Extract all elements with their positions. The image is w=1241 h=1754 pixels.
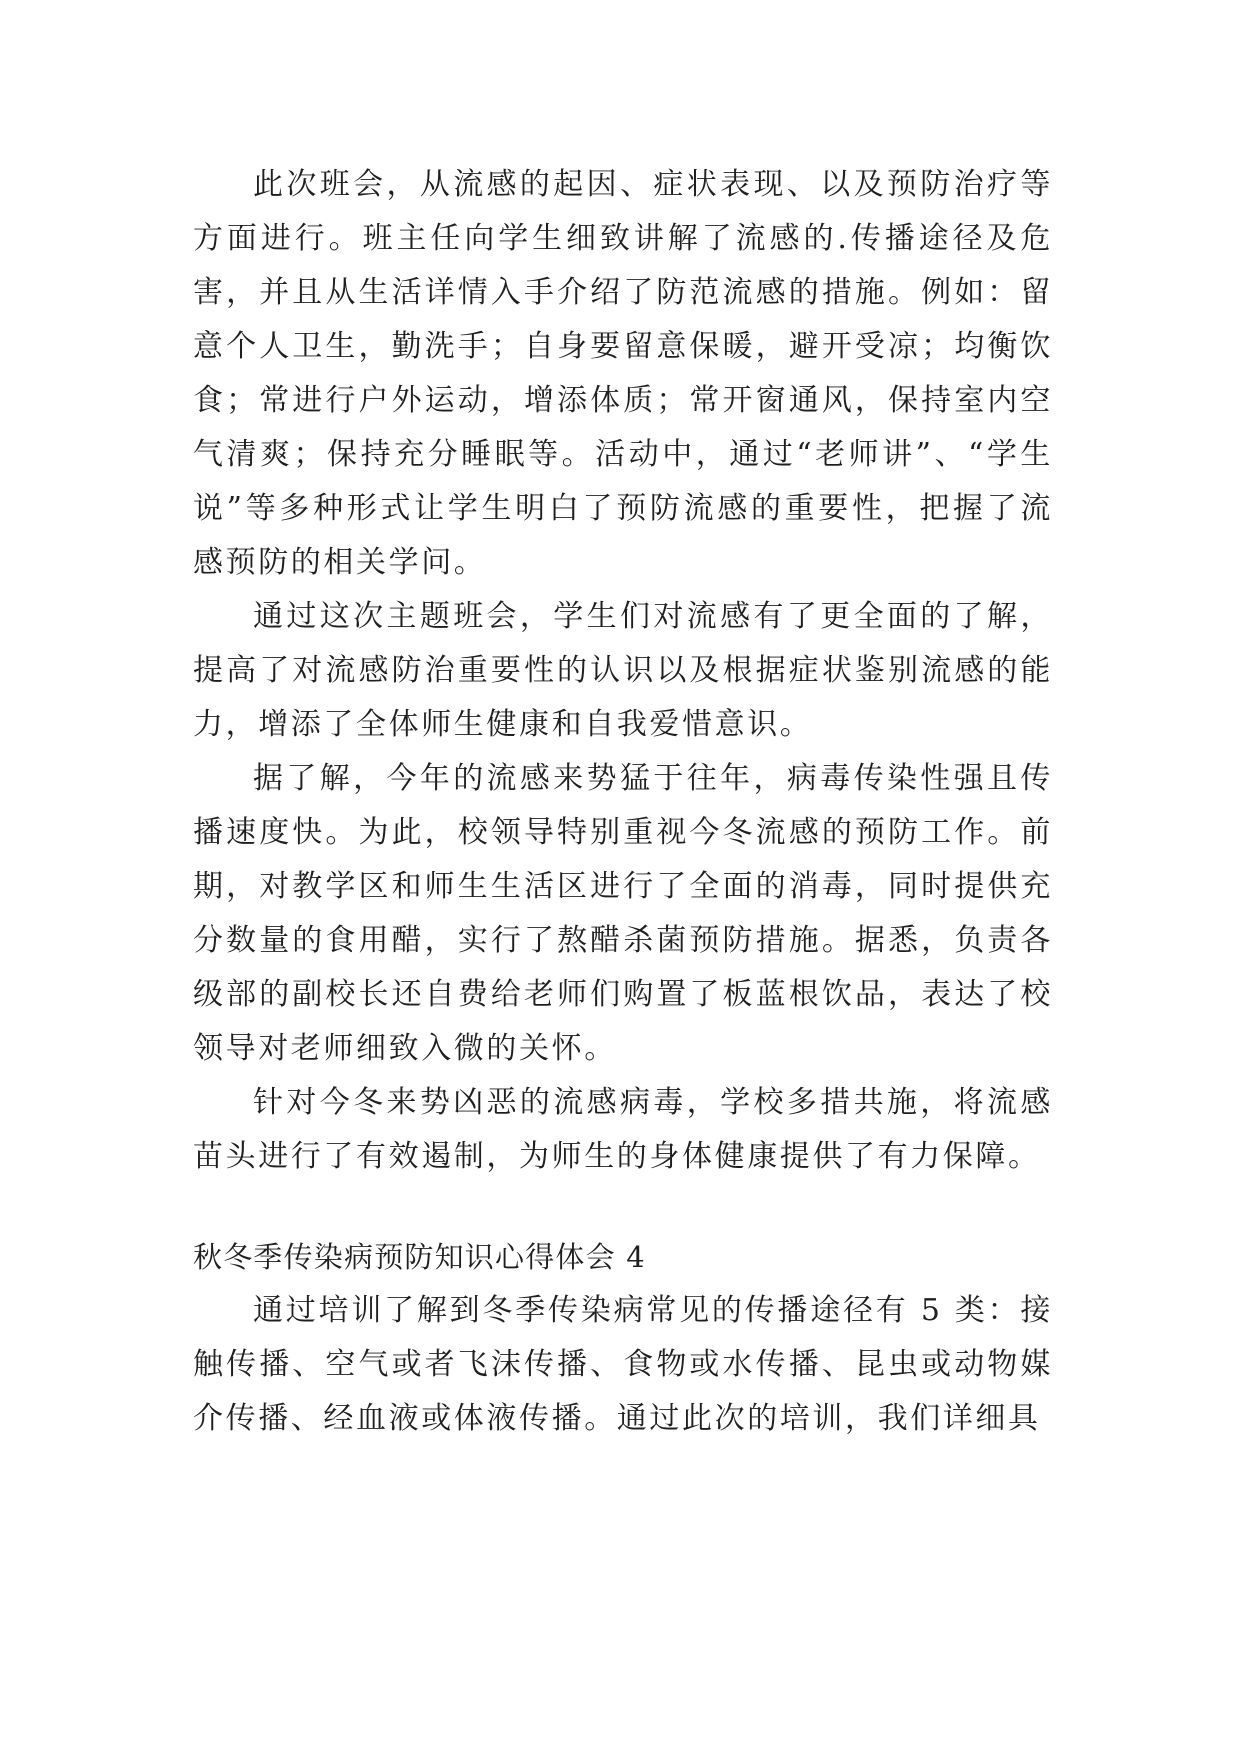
document-body <box>193 158 1053 1446</box>
paragraph-summary: 针对今冬来势凶恶的流感病毒，学校多措共施，将流感苗头进行了有效遏制，为师生的身体健康提供了有力保障。 <box>193 1085 1053 1174</box>
paragraph-school-measures: 据了解，今年的流感来势猛于往年，病毒传染性强且传播速度快。为此，校领导特别重视今冬流感的预防工作。前期，对教学区和师生生活区进行了全面的消毒，同时提供充分数量的食用醋，实行了熬醋杀菌预防措施。据悉，负责各级部的副校长还自费给老师们购置了板蓝根饮品，表达了校领导对老师细致入微的关怀。 <box>193 761 1053 1066</box>
paragraph-class-meeting: 此次班会，从流感的起因、症状表现、以及预防治疗等方面进行。班主任向学生细致讲解了流感的.传播途径及危害，并且从生活详情入手介绍了防范流感的措施。例如：留意个人卫生，勤洗手；自身要留意保暖，避开受凉；均衡饮食；常进行户外运动，增添体质；常开窗通风，保持室内空气清爽；保持充分睡眠等。活动中，通过“老师讲”、“学生说”等多种形式让学生明白了预防流感的重要性，把握了流感预防的相关学问。 <box>193 167 1053 580</box>
paragraph-meeting-outcome: 通过这次主题班会，学生们对流感有了更全面的了解，提高了对流感防治重要性的认识以及根据症状鉴别流感的能力，增添了全体师生健康和自我爱惜意识。 <box>193 599 1053 742</box>
section-heading: 秋冬季传染病预防知识心得体会 4 <box>193 1240 646 1274</box>
paragraph-training: 通过培训了解到冬季传染病常见的传播途径有 5 类：接触传播、空气或者飞沫传播、食物或水传播、昆虫或动物媒介传播、经血液或体液传播。通过此次的培训，我们详细具 <box>193 1293 1053 1436</box>
